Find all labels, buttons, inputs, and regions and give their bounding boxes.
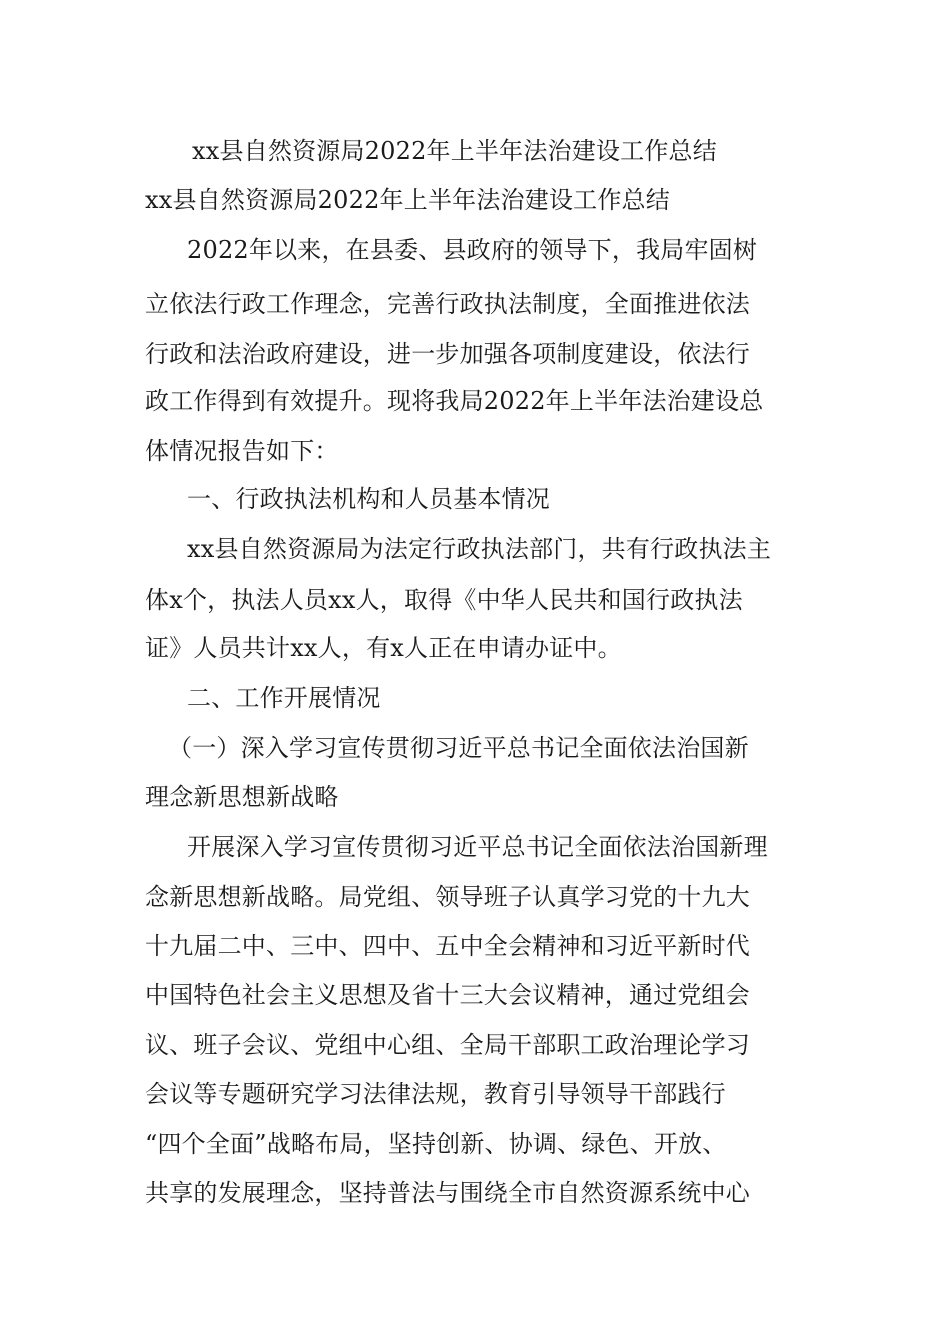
- paragraph-line: “四个全面”战略布局，坚持创新、协调、绿色、开放、: [145, 1130, 727, 1158]
- paragraph-line: 体情况报告如下：: [145, 437, 339, 465]
- paragraph-line: 体x个，执法人员xx人，取得《中华人民共和国行政执法: [145, 586, 743, 614]
- paragraph-line: 行政和法治政府建设，进一步加强各项制度建设，依法行: [145, 340, 750, 368]
- paragraph-line: 共享的发展理念，坚持普法与围绕全市自然资源系统中心: [145, 1179, 750, 1207]
- paragraph-line: 议、班子会议、党组中心组、全局干部职工政治理论学习: [145, 1031, 750, 1059]
- section-heading: 二、工作开展情况: [187, 684, 381, 712]
- paragraph-line: 开展深入学习宣传贯彻习近平总书记全面依法治国新理: [187, 833, 768, 861]
- paragraph-line: xx县自然资源局为法定行政执法部门，共有行政执法主: [187, 535, 772, 563]
- document-title: xx县自然资源局2022年上半年法治建设工作总结: [192, 137, 717, 165]
- paragraph-line: 会议等专题研究学习法律法规，教育引导领导干部践行: [145, 1080, 726, 1108]
- paragraph-line: 念新思想新战略。局党组、领导班子认真学习党的十九大: [145, 883, 750, 911]
- paragraph-line: 中国特色社会主义思想及省十三大会议精神，通过党组会: [145, 981, 750, 1009]
- subsection-heading: （一）深入学习宣传贯彻习近平总书记全面依法治国新: [168, 734, 749, 762]
- paragraph-line: 证》人员共计xx人，有x人正在申请办证中。: [145, 634, 622, 662]
- section-heading: 一、行政执法机构和人员基本情况: [187, 485, 550, 513]
- paragraph-line: 政工作得到有效提升。现将我局2022年上半年法治建设总: [145, 387, 764, 415]
- paragraph-line: 立依法行政工作理念，完善行政执法制度，全面推进依法: [145, 290, 750, 318]
- paragraph-line: 十九届二中、三中、四中、五中全会精神和习近平新时代: [145, 932, 750, 960]
- paragraph-line: 2022年以来，在县委、县政府的领导下，我局牢固树: [187, 236, 758, 264]
- document-subtitle: xx县自然资源局2022年上半年法治建设工作总结: [145, 186, 670, 214]
- subsection-heading: 理念新思想新战略: [145, 783, 339, 811]
